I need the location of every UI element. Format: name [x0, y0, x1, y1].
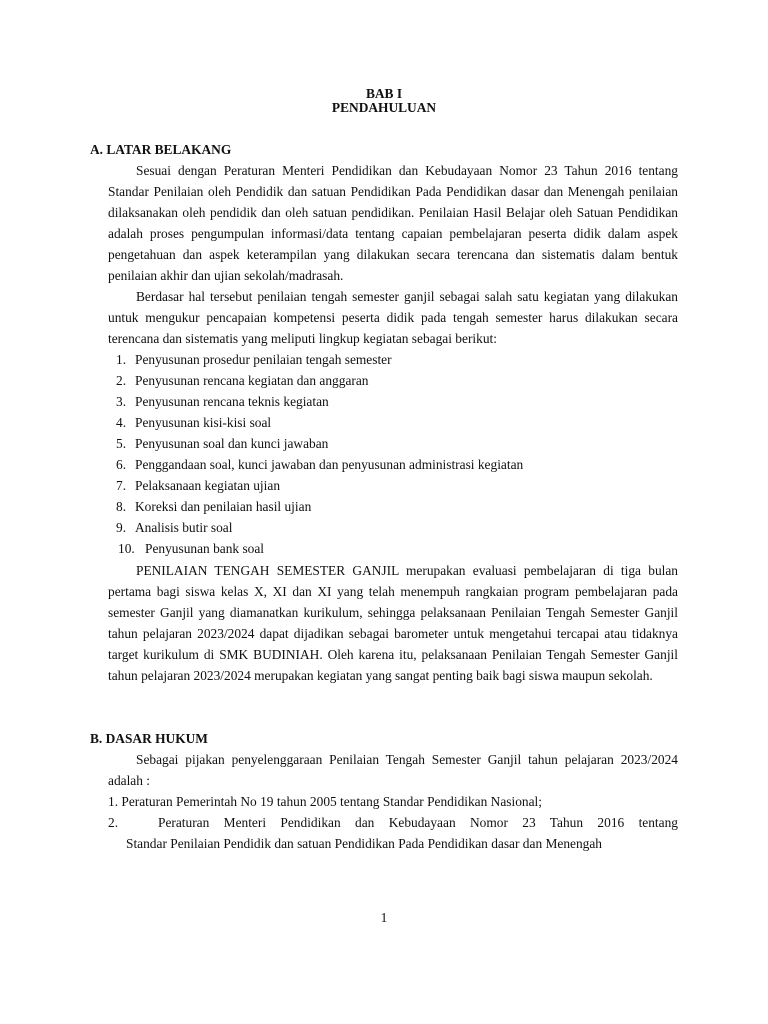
legal-basis-item-2-line-2: Standar Penilaian Pendidik dan satuan Pendidikan Pada Pendidikan dasar dan Menengah	[126, 836, 603, 851]
list-item	[116, 433, 523, 454]
list-item-text: Penyusunan soal dan kunci jawaban	[135, 436, 329, 451]
list-item-number: 2.	[116, 373, 127, 388]
legal-basis-item-2-first-line	[108, 812, 678, 833]
list-item-text: Penyusunan rencana kegiatan dan anggaran	[135, 373, 369, 388]
list-item-text: Penggandaan soal, kunci jawaban dan penyusunan administrasi kegiatan	[135, 457, 524, 472]
legal-basis-item-2-number: 2.	[108, 815, 119, 830]
legal-basis-item-1: 1. Peraturan Pemerintah No 19 tahun 2005 tentang Standar Pendidikan Nasional;	[108, 794, 542, 809]
list-item-text: Penyusunan kisi-kisi soal	[135, 415, 272, 430]
page-number: 1	[380, 910, 388, 925]
list-item-number: 4.	[116, 415, 127, 430]
list-item	[118, 538, 523, 559]
activity-list	[116, 349, 523, 559]
list-item	[116, 475, 523, 496]
chapter-number: BAB I	[365, 86, 403, 101]
list-item-number: 8.	[116, 499, 127, 514]
list-item-text: Penyusunan rencana teknis kegiatan	[135, 394, 329, 409]
list-item-number: 1.	[116, 352, 127, 367]
list-item	[116, 496, 523, 517]
section-a-paragraph-3: PENILAIAN TENGAH SEMESTER GANJIL merupakan evaluasi pembelajaran di tiga bulan pertama bagi siswa kelas X, XI dan XI yang telah menempuh rangkaian program pembelajaran pada semester Ganjil yang diamanatkan kurikulum, sehingga pelaksanaan Penilaian Tengah Semester Ganjil tahun pelajaran 2023/2024 dapat dijadikan sebagai barometer untuk mengetahui tercapai atau tidaknya target kurikulum di SMK BUDINIAH. Oleh karena itu, pelaksanaan Penilaian Tengah Semester Ganjil tahun pelajaran 2023/2024 merupakan kegiatan yang sangat penting baik bagi siswa maupun sekolah.	[108, 563, 678, 683]
list-item	[116, 412, 523, 433]
list-item-number: 6.	[116, 457, 127, 472]
section-a-paragraph-2: Berdasar hal tersebut penilaian tengah semester ganjil sebagai salah satu kegiatan yang dilakukan untuk mengukur pencapaian kompetensi peserta didik pada tengah semester harus dilakukan secara terencana dan sistematis yang meliputi lingkup kegiatan sebagai berikut:	[108, 289, 678, 346]
list-item-number: 5.	[116, 436, 127, 451]
list-item	[116, 349, 523, 370]
list-item-number: 3.	[116, 394, 127, 409]
section-b-intro: Sebagai pijakan penyelenggaraan Penilaian Tengah Semester Ganjil tahun pelajaran 2023/2024 adalah :	[108, 752, 678, 788]
section-a-title: A. LATAR BELAKANG	[90, 142, 232, 157]
list-item	[116, 391, 523, 412]
list-item	[116, 454, 523, 475]
section-a-paragraph-1: Sesuai dengan Peraturan Menteri Pendidikan dan Kebudayaan Nomor 23 Tahun 2016 tentang Standar Penilaian oleh Pendidik dan satuan Pendidikan Pada Pendidikan dasar dan Menengah penilaian dilaksanakan oleh pendidik dan oleh satuan pendidikan. Penilaian Hasil Belajar oleh Satuan Pendidikan adalah proses pengumpulan informasi/data tentang capaian pembelajaran peserta didik dalam aspek pengetahuan dan aspek keterampilan yang dilakukan secara terencana dan sistematis dalam bentuk penilaian akhir dan ujian sekolah/madrasah.	[108, 163, 678, 283]
list-item	[116, 370, 523, 391]
list-item-text: Koreksi dan penilaian hasil ujian	[135, 499, 312, 514]
chapter-title: PENDAHULUAN	[331, 100, 437, 115]
list-item-text: Penyusunan prosedur penilaian tengah semester	[135, 352, 392, 367]
list-item-text: Penyusunan bank soal	[145, 541, 265, 556]
list-item-number: 7.	[116, 478, 127, 493]
section-b-title: B. DASAR HUKUM	[90, 731, 208, 746]
list-item-number: 9.	[116, 520, 127, 535]
list-item-number: 10.	[118, 541, 135, 556]
list-item	[116, 517, 523, 538]
list-item-text: Pelaksanaan kegiatan ujian	[135, 478, 281, 493]
legal-basis-item-2-line-1: Peraturan Menteri Pendidikan dan Kebudayaan Nomor 23 Tahun 2016 tentang	[158, 815, 678, 830]
list-item-text: Analisis butir soal	[135, 520, 233, 535]
